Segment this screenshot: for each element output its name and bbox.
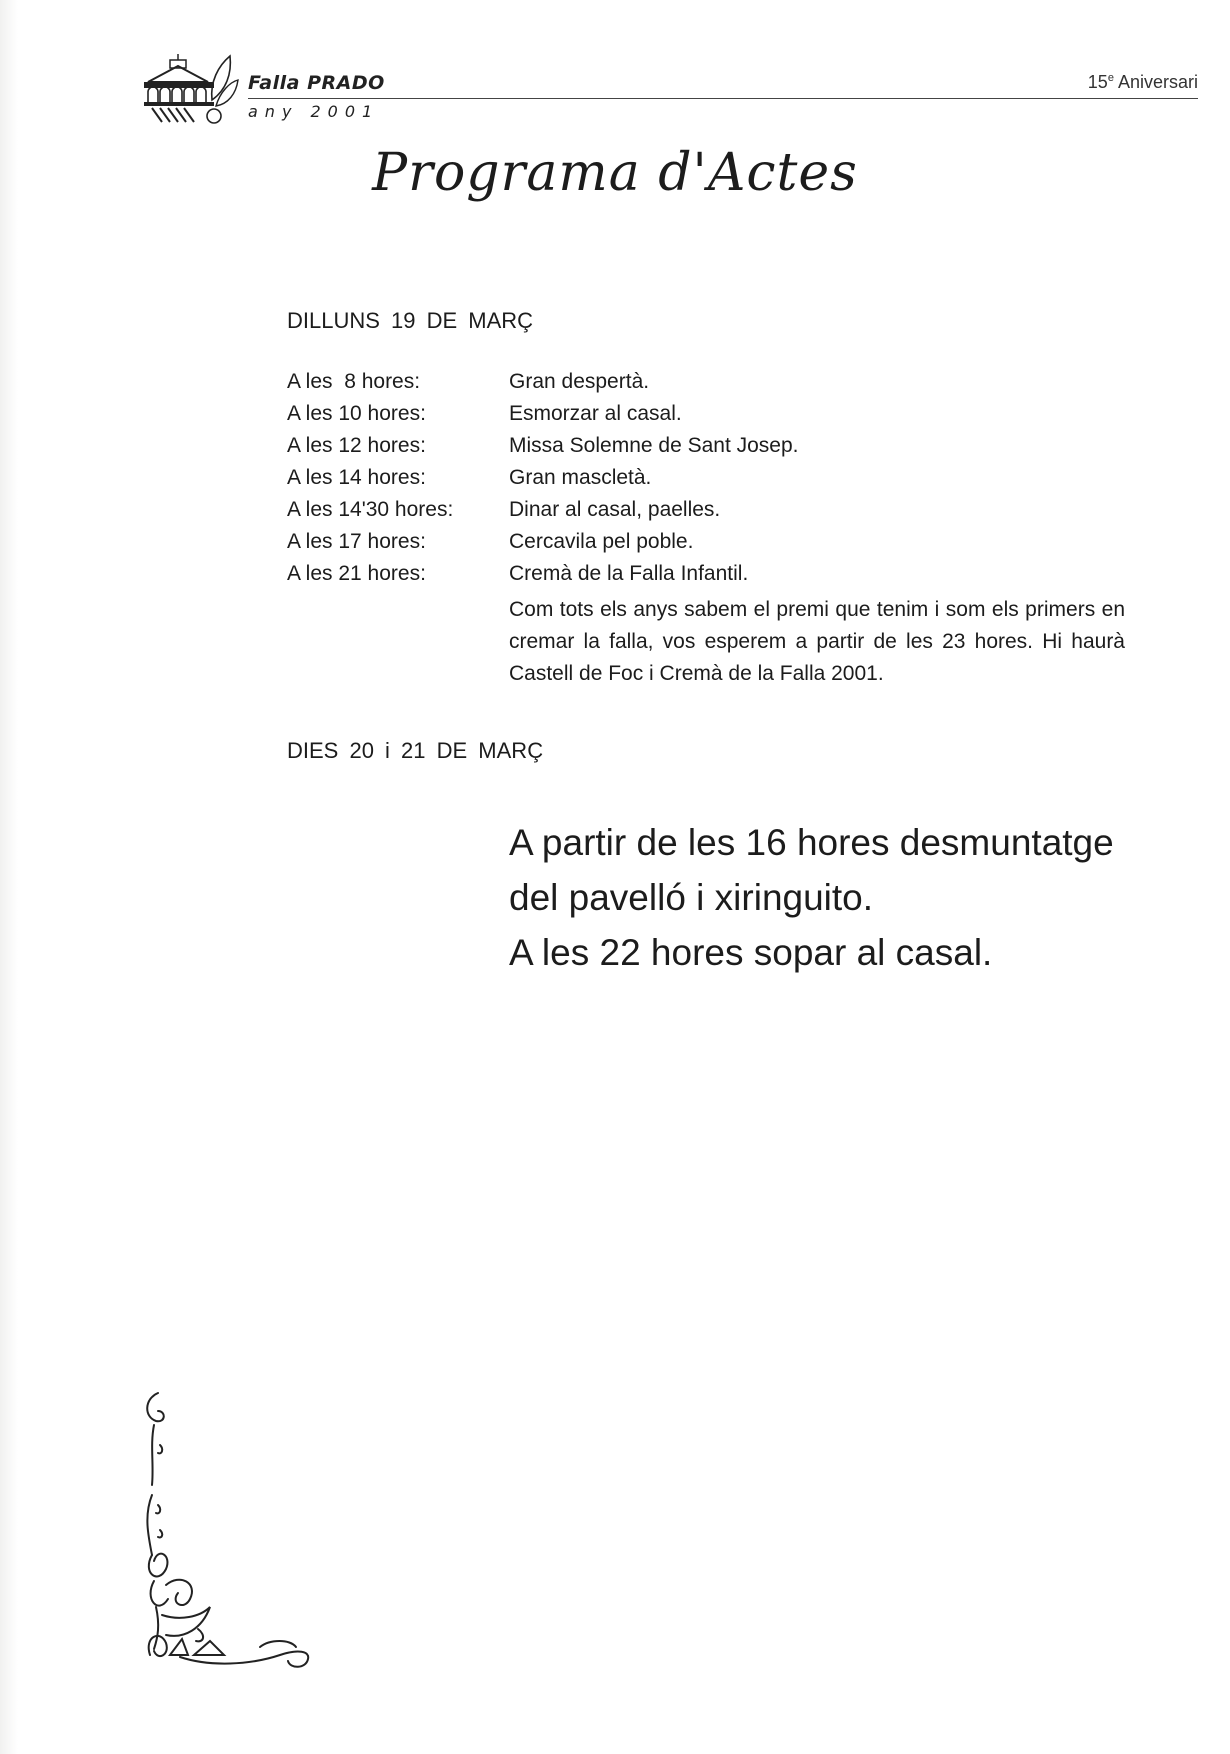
schedule-time: A les 14'30 hores: [287,498,454,521]
schedule-time: A les 21 hores: [287,562,426,585]
days-announcement [509,815,1199,980]
falla-logo-icon [140,52,240,130]
schedule-activity: Cremà de la Falla Infantil. [509,562,749,585]
schedule-activity: Dinar al casal, paelles. [509,498,721,521]
schedule-time: A les 12 hores: [287,434,426,457]
schedule-time: A les 8 hores: [287,370,421,393]
schedule-activity: Gran despertà. [509,370,650,393]
schedule-row [287,466,1127,498]
section-heading-monday: DILLUNS 19 DE MARÇ [287,308,534,333]
schedule-time: A les 17 hores: [287,530,426,553]
schedule-row [287,434,1127,466]
schedule-row [287,530,1127,562]
announcement-line: A partir de les 16 hores desmuntatge [509,822,1114,863]
schedule-row [287,402,1127,434]
anniversary-text: Aniversari [1113,72,1198,92]
schedule-time: A les 10 hores: [287,402,426,425]
anniversary-suffix: e [1107,72,1114,84]
schedule-activity: Esmorzar al casal. [509,402,682,425]
page-header [140,52,1198,130]
header-rule [248,98,1198,99]
schedule-row [287,370,1127,402]
corner-ornament-icon [140,1385,320,1675]
schedule-row [287,562,1127,594]
schedule-activity: Gran mascletà. [509,466,652,489]
brand-name: Falla PRADO [248,72,385,94]
page-title: Programa d'Actes [372,143,858,203]
brand-year: any 2001 [248,102,380,121]
schedule-list [287,370,1127,594]
schedule-activity: Cercavila pel poble. [509,530,694,553]
announcement-line: del pavelló i xiringuito. [509,877,874,918]
schedule-note: Com tots els anys sabem el premi que tenim i som els primers en cremar la falla, vos esperem a partir de les 23 hores. Hi haurà Castell de Foc i Cremà de la Falla 2001. [509,598,1125,685]
page-edge-shadow [0,0,18,1754]
schedule-time: A les 14 hores: [287,466,426,489]
schedule-activity: Missa Solemne de Sant Josep. [509,434,799,457]
anniversary-label [1088,72,1198,93]
announcement-line: A les 22 hores sopar al casal. [509,932,993,973]
anniversary-number: 15 [1087,72,1108,92]
section-heading-days: DIES 20 i 21 DE MARÇ [287,738,544,763]
schedule-row [287,498,1127,530]
